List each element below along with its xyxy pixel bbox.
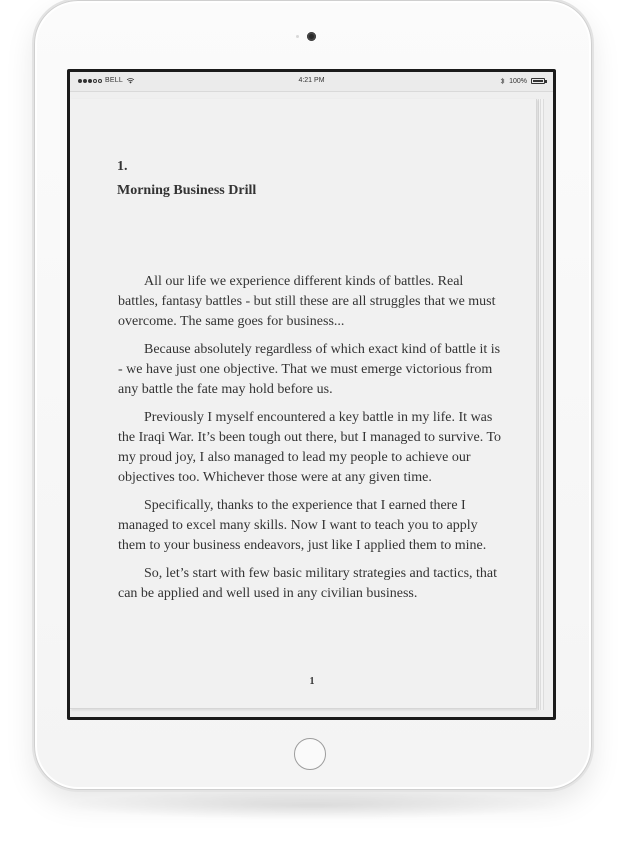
- screen-content: [70, 72, 553, 717]
- front-sensor: [296, 35, 299, 38]
- chapter-title: Morning Business Drill: [117, 183, 257, 198]
- carrier-name: BELL: [105, 77, 123, 84]
- page-number: 1: [309, 676, 315, 687]
- book-page[interactable]: [70, 99, 537, 709]
- paragraph: So, let’s start with few basic military strategies and tactics, that can be applied and well used in any civilian business.: [118, 566, 498, 601]
- battery-percent: 100%: [509, 77, 527, 85]
- status-bar: [70, 72, 553, 92]
- status-time: 4:21 PM: [298, 77, 325, 84]
- tablet-screen: [67, 69, 556, 720]
- paragraph: Because absolutely regardless of which exact kind of battle it is - we have just one objective. That we must emerge victorious from any battle the fate may hold before us.: [118, 342, 501, 397]
- paragraph: Specifically, thanks to the experience that I earned there I managed to excel many skills. Now I want to teach you to apply them to your business endeavors, just like I applied them to mine.: [118, 498, 487, 553]
- paragraph: All our life we experience different kinds of battles. Real battles, fantasy battles - but still these are all struggles that we must overcome. The same goes for business...: [118, 274, 496, 329]
- device-shadow: [60, 790, 564, 820]
- page-stack: [70, 99, 544, 710]
- status-right: [500, 77, 545, 85]
- battery-icon: [531, 78, 545, 84]
- front-camera: [307, 32, 316, 41]
- home-button[interactable]: [294, 738, 326, 770]
- paragraph: Previously I myself encountered a key battle in my life. It was the Iraqi War. It’s been tough out there, but I managed to survive. To my proud joy, I also managed to lead my people to achieve our objectives too. Whichever those were at any given time.: [118, 410, 502, 485]
- bluetooth-icon: [500, 77, 505, 85]
- chapter-body: [118, 272, 503, 612]
- chapter-number: 1.: [117, 159, 128, 174]
